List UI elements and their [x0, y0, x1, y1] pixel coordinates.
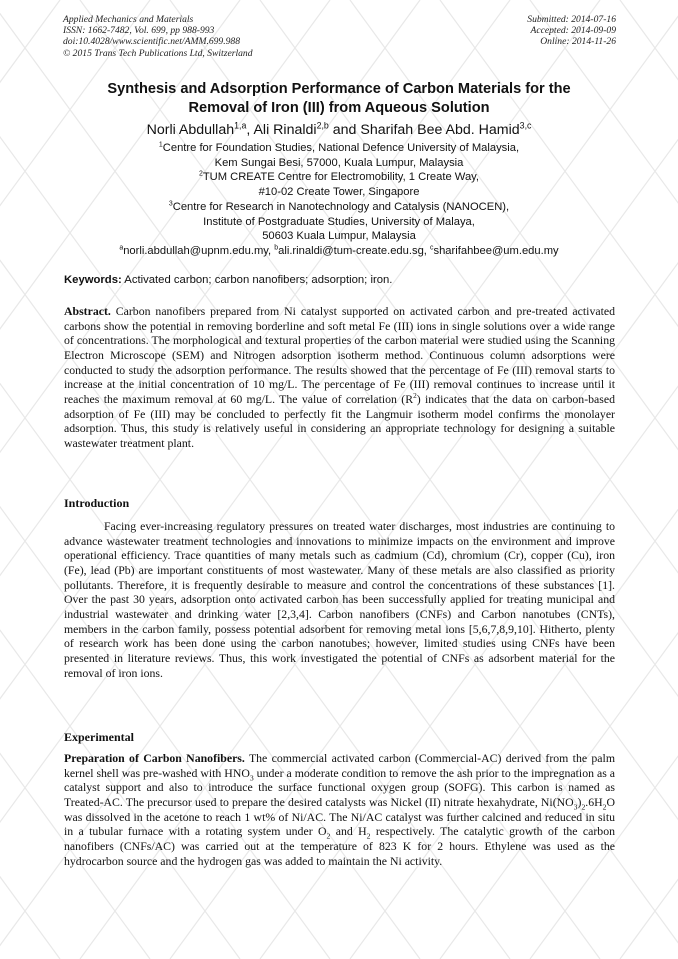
author-emails [20, 244, 658, 258]
affiliation-line [40, 200, 638, 215]
journal-name: Applied Mechanics and Materials [63, 14, 194, 25]
affiliation-line: Kem Sungai Besi, 57000, Kuala Lumpur, Malaysia [214, 156, 464, 169]
author-list [40, 122, 638, 139]
author-name: Ali Rinaldi [253, 122, 317, 138]
subscript: 2 [602, 802, 607, 812]
introduction-heading: Introduction [64, 496, 130, 510]
submitted-date: Submitted: 2014-07-16 [527, 14, 616, 25]
subscript: 2 [326, 831, 331, 841]
body-text: O was dissolved in the acetone to reach 1 wt% of Ni/AC. The Ni/AC catalyst was further calcined and reduced in situ in a tubular furnace with a rotating system under O [64, 794, 615, 839]
author-name: Sharifah Bee Abd. Hamid [360, 122, 520, 138]
affiliation-superscript: 1 [158, 141, 163, 149]
body-text: and H [330, 824, 367, 839]
author-superscript: 1,a [234, 120, 247, 131]
subscript: 3 [573, 802, 578, 812]
keywords-line [64, 273, 624, 287]
body-text: under a moderate condition to remove the ash prior to the impregnation as a catalyst support and also to introduce the surface functional oxygen group (SOFG). This carbon is named as Treated-AC. The precursor used to prepare the desired catalysts was Nickel (II) nitrate hexahydrate, Ni(NO [64, 765, 615, 809]
affiliation-text: TUM CREATE Centre for Electromobility, 1 Create Way, [202, 171, 480, 184]
experimental-heading: Experimental [64, 730, 134, 744]
doi-line: doi:10.4028/www.scientific.net/AMM.699.988 [63, 36, 241, 48]
online-date: Online: 2014-11-26 [540, 36, 616, 48]
author-name: Norli Abdullah [146, 122, 235, 138]
affiliations [40, 141, 638, 244]
journal-info [63, 14, 253, 59]
email-link[interactable]: norli.abdullah@upnm.edu.my, [123, 245, 275, 257]
paper-title [60, 80, 618, 117]
affiliation-line [40, 141, 638, 156]
author-superscript: 2,b [316, 120, 329, 131]
issn-line: ISSN: 1662-7482, Vol. 699, pp 988-993 [63, 25, 215, 37]
affiliation-line: 50603 Kuala Lumpur, Malaysia [262, 230, 416, 243]
author-separator: and [328, 122, 361, 138]
body-text: ) [577, 794, 582, 809]
body-text: respectively. The catalytic growth of the carbon nanofibers (CNFs/AC) was carried out at the temperature of 823 K for 2 hours. Ethylene was used as the hydrocarbon source and the hydrogen gas was added to maintain the Ni activity. [64, 824, 615, 868]
affiliation-text: Centre for Foundation Studies, National Defence University of Malaysia, [162, 142, 520, 154]
copyright-line: © 2015 Trans Tech Publications Ltd, Switzerland [63, 47, 253, 59]
subscript: 2 [581, 802, 586, 812]
author-separator: , [246, 122, 254, 138]
email-link[interactable]: sharifahbee@um.edu.my [433, 245, 559, 257]
accepted-date: Accepted: 2014-09-09 [530, 25, 616, 37]
subscript: 2 [366, 831, 371, 841]
email-superscript: c [430, 244, 434, 252]
preparation-subheading: Preparation of Carbon Nanofibers. [64, 751, 245, 765]
affiliation-line: Institute of Postgraduate Studies, University of Malaya, [203, 215, 475, 228]
abstract-label: Abstract. [64, 304, 111, 318]
superscript: 2 [413, 391, 417, 401]
affiliation-superscript: 2 [198, 170, 203, 178]
email-superscript: b [274, 244, 279, 252]
affiliation-text: Centre for Research in Nanotechnology and Catalysis (NANOCEN), [172, 200, 510, 213]
body-text: The commercial activated carbon (Commercial-AC) derived from the palm kernel shell was pre-washed with HNO [64, 751, 615, 780]
abstract-paragraph [64, 304, 615, 451]
email-superscript: a [119, 244, 124, 252]
keywords-label: Keywords: [64, 274, 122, 286]
abstract-text: Carbon nanofibers prepared from Ni catalyst supported on activated carbon and pre-treated activated carbons show the potential in removing borderline and soft metal Fe (III) ions in single solutions over a wide range of concentrations. The morphological and textural properties of the carbon material were studied using the Scanning Electron Microscope (SEM) and Nitrogen adsorption isotherm method. Continuous column adsorptions were conducted to study the adsorption performance. The results showed that the percentage of Fe (III) removal starts to increase at the initial concentration of 10 mg/L. The percentage of Fe (III) removal continues to increase until it reaches the maximum removal at 60 mg/L. The value of correlation (R [64, 304, 615, 406]
affiliation-superscript: 3 [168, 200, 173, 208]
introduction-paragraph: Facing ever-increasing regulatory pressures on treated water discharges, most industries are continuing to advance wastewater treatment technologies and innovations to minimize impacts on the environment and improve operational efficiency. Trace quantities of many metals such as cadmium (Cd), chromium (Cr), copper (Cu), iron (Fe), lead (Pb) are important constituents of most wastewater. Many of these metals are also classified as priority pollutants. Therefore, it is frequently desirable to measure and control the concentrations of these substances [1]. Over the past 30 years, adsorption onto activated carbon has been successfully applied for treating municipal and industrial wastewater and drinking water [2,3,4]. Carbon nanofibers (CNFs) and Carbon nanotubes (CNTs), members in the carbon family, possess potential adsorbent for removing metal ions [5,6,7,8,9,10]. Hitherto, plenty of research work has been done using the carbon nanotubes; however, limited studies using CNFs have been presented in literature reviews. Thus, this work investigated the potential of CNFs as adsorbent material for the removal of iron ions. [64, 519, 615, 680]
subscript: 3 [249, 773, 254, 783]
author-superscript: 3,c [519, 120, 532, 131]
body-text: .6H [585, 794, 603, 809]
abstract-text: ) indicates that the data on carbon-based adsorption of Fe (III) may be concluded to perfectly fit the Langmuir isotherm model confirms the monolayer adsorption. Thus, this study is relatively useful in considering an appropriate technology for designing a suitable wastewater treatment plant. [64, 391, 615, 450]
affiliation-line [40, 170, 638, 185]
title-line-1: Synthesis and Adsorption Performance of Carbon Materials for the [107, 81, 571, 97]
date-info [527, 14, 616, 48]
keywords-text: Activated carbon; carbon nanofibers; adsorption; iron. [121, 274, 393, 286]
affiliation-line: #10-02 Create Tower, Singapore [258, 186, 420, 199]
title-line-2: Removal of Iron (III) from Aqueous Solution [188, 99, 490, 116]
preparation-paragraph [64, 751, 615, 868]
email-link[interactable]: ali.rinaldi@tum-create.edu.sg, [278, 245, 431, 257]
